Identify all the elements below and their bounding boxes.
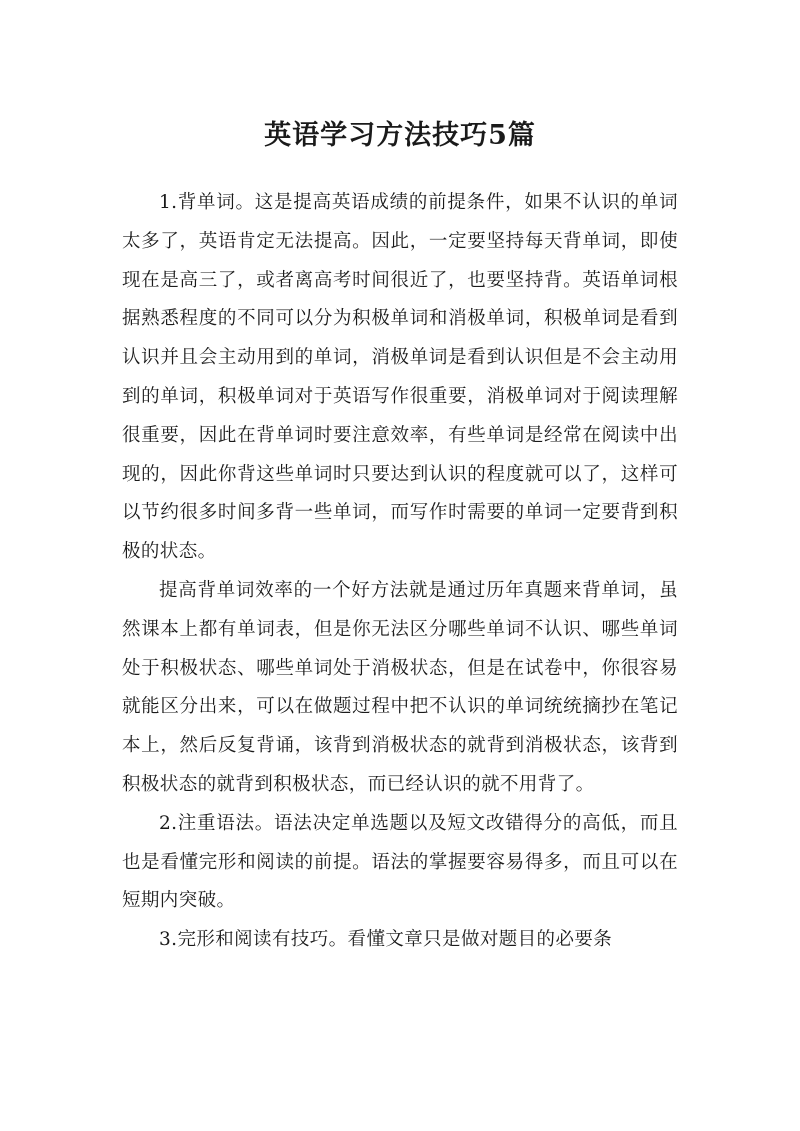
- paragraph-vocabulary-efficiency: 提高背单词效率的一个好方法就是通过历年真题来背单词，虽然课本上都有单词表，但是你无法区分哪些单词不认识、哪些单词处于积极状态、哪些单词处于消极状态，但是在试卷中，你很容易就能区分出来，可以在做题过程中把不认识的单词统统摘抄在笔记本上，然后反复背诵，该背到消极状态的就背到消极状态，该背到积极状态的就背到积极状态，而已经认识的就不用背了。: [122, 579, 678, 795]
- paragraph-cloze-reading: 3.完形和阅读有技巧。看懂文章只是做对题目的必要条: [159, 929, 613, 951]
- paragraph-grammar: 2.注重语法。语法决定单选题以及短文改错得分的高低，而且也是看懂完形和阅读的前提。语法的掌握要容易得多，而且可以在短期内突破。: [122, 812, 678, 912]
- document-body: [122, 184, 678, 960]
- document-title: 英语学习方法技巧5篇: [264, 120, 536, 152]
- paragraph-vocabulary: 1.背单词。这是提高英语成绩的前提条件，如果不认识的单词太多了，英语肯定无法提高。因此，一定要坚持每天背单词，即使现在是高三了，或者离高考时间很近了，也要坚持背。英语单词根据熟悉程度的不同可以分为积极单词和消极单词，积极单词是看到认识并且会主动用到的单词，消极单词是看到认识但是不会主动用到的单词，积极单词对于英语写作很重要，消极单词对于阅读理解很重要，因此在背单词时要注意效率，有些单词是经常在阅读中出现的，因此你背这些单词时只要达到认识的程度就可以了，这样可以节约很多时间多背一些单词，而写作时需要的单词一定要背到积极的状态。: [122, 192, 678, 563]
